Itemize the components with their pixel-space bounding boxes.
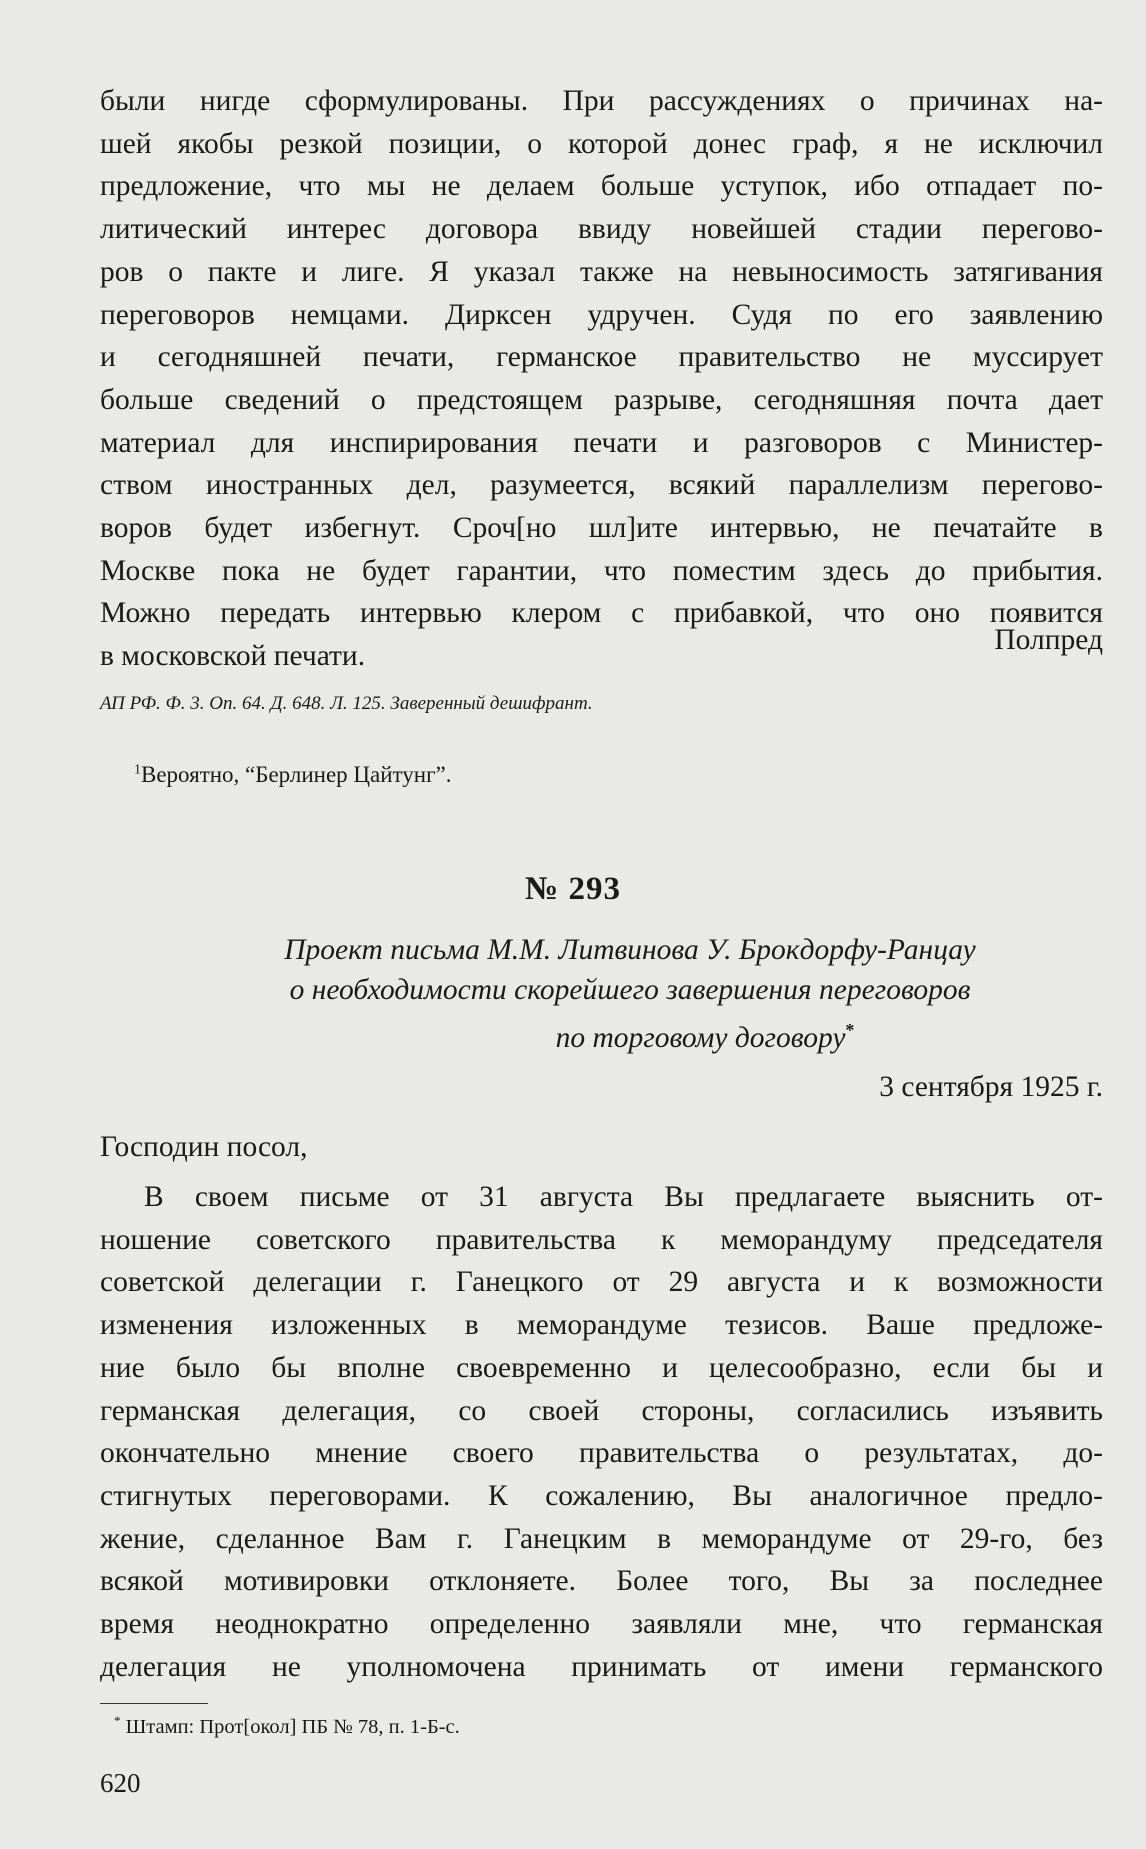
- text-line: ношение советского правительства к меморандуму председателя: [100, 1223, 1103, 1256]
- text-line: литический интерес договора ввиду новейшей стадии перегово-: [100, 213, 1103, 246]
- footnote-divider: [100, 1703, 208, 1704]
- footnote-mark: *: [114, 1713, 121, 1728]
- text-line: делегация не уполномочена принимать от имени германского: [100, 1650, 1103, 1683]
- text-line: всякой мотивировки отклоняете. Более того, Вы за последнее: [100, 1565, 1103, 1598]
- text-line: стигнутых переговорами. К сожалению, Вы аналогичное предло-: [100, 1479, 1103, 1512]
- text-line: жение, сделанное Вам г. Ганецким в меморандуме от 29-го, без: [100, 1522, 1103, 1555]
- text-line: ние было бы вполне своевременно и целесообразно, если бы и: [100, 1351, 1103, 1384]
- text-line: переговоров немцами. Дирксен удручен. Судя по его заявлению: [100, 298, 1103, 331]
- text-line: предложение, что мы не делаем больше уступок, ибо отпадает по-: [100, 170, 1103, 203]
- text-line: время неоднократно определенно заявляли мне, что германская: [100, 1608, 1103, 1641]
- text-line: были нигде сформулированы. При рассуждениях о причинах на-: [100, 85, 1103, 117]
- footnote-text: Штамп: Прот[окол] ПБ № 78, п. 1-Б-с.: [125, 1715, 460, 1738]
- document-title: [160, 930, 1100, 1058]
- text-line: ством иностранных дел, разумеется, всякий параллелизм перегово-: [100, 469, 1103, 502]
- text-line: больше сведений о предстоящем разрыве, сегодняшняя почта дает: [100, 383, 1103, 416]
- text-line: советской делегации г. Ганецкого от 29 августа и к возможности: [100, 1266, 1103, 1299]
- document-title-line: Проект письма М.М. Литвинова У. Брокдорфу-Ранцау: [284, 934, 976, 966]
- footnote-2: [114, 1713, 460, 1739]
- footnote-1: [134, 762, 452, 788]
- archive-source-citation: АП РФ. Ф. 3. Оп. 64. Д. 648. Л. 125. Заверенный дешифрант.: [100, 693, 593, 714]
- footnote-text: Вероятно, “Берлинер Цайтунг”.: [141, 762, 452, 787]
- text-line: окончательно мнение своего правительства о результатах, до-: [100, 1437, 1103, 1470]
- text-line: шей якобы резкой позиции, о которой донес граф, я не исключил: [100, 127, 1103, 160]
- letter-date: 3 сентября 1925 г.: [879, 1071, 1103, 1103]
- text-line: В своем письме от 31 августа Вы предлагаете выяснить от-: [144, 1181, 1103, 1213]
- document-title-line: [160, 1010, 1100, 1058]
- body-paragraph-2: [100, 1176, 1103, 1688]
- footnote-mark: 1: [134, 762, 141, 778]
- footnote-reference-mark: *: [845, 1020, 855, 1040]
- page-number: 620: [100, 1768, 141, 1798]
- text-line: ров о пакте и лиге. Я указал также на невыносимость затягивания: [100, 255, 1103, 288]
- text-line: Можно передать интервью клером с прибавкой, что оно появится: [100, 597, 1103, 630]
- salutation: Господин посол,: [100, 1131, 308, 1163]
- text-line: материал для инспирирования печати и разговоров с Министер-: [100, 426, 1103, 459]
- text-line: германская делегация, со своей стороны, согласились изъявить: [100, 1394, 1103, 1427]
- document-title-line-text: по торговому договору: [555, 1021, 846, 1054]
- signature: Полпред: [994, 624, 1103, 656]
- text-line: Москве пока не будет гарантии, что поместим здесь до прибытия.: [100, 554, 1103, 587]
- document-number: № 293: [525, 871, 621, 907]
- text-line: воров будет избегнут. Сроч[но шл]ите интервью, не печатайте в: [100, 512, 1103, 545]
- text-line: и сегодняшней печати, германское правительство не муссирует: [100, 341, 1103, 374]
- body-paragraph-1: [100, 80, 1103, 678]
- text-line: в московской печати.: [100, 640, 366, 673]
- text-line: изменения изложенных в меморандуме тезисов. Ваше предложе-: [100, 1309, 1103, 1342]
- document-title-line: о необходимости скорейшего завершения переговоров: [289, 974, 971, 1006]
